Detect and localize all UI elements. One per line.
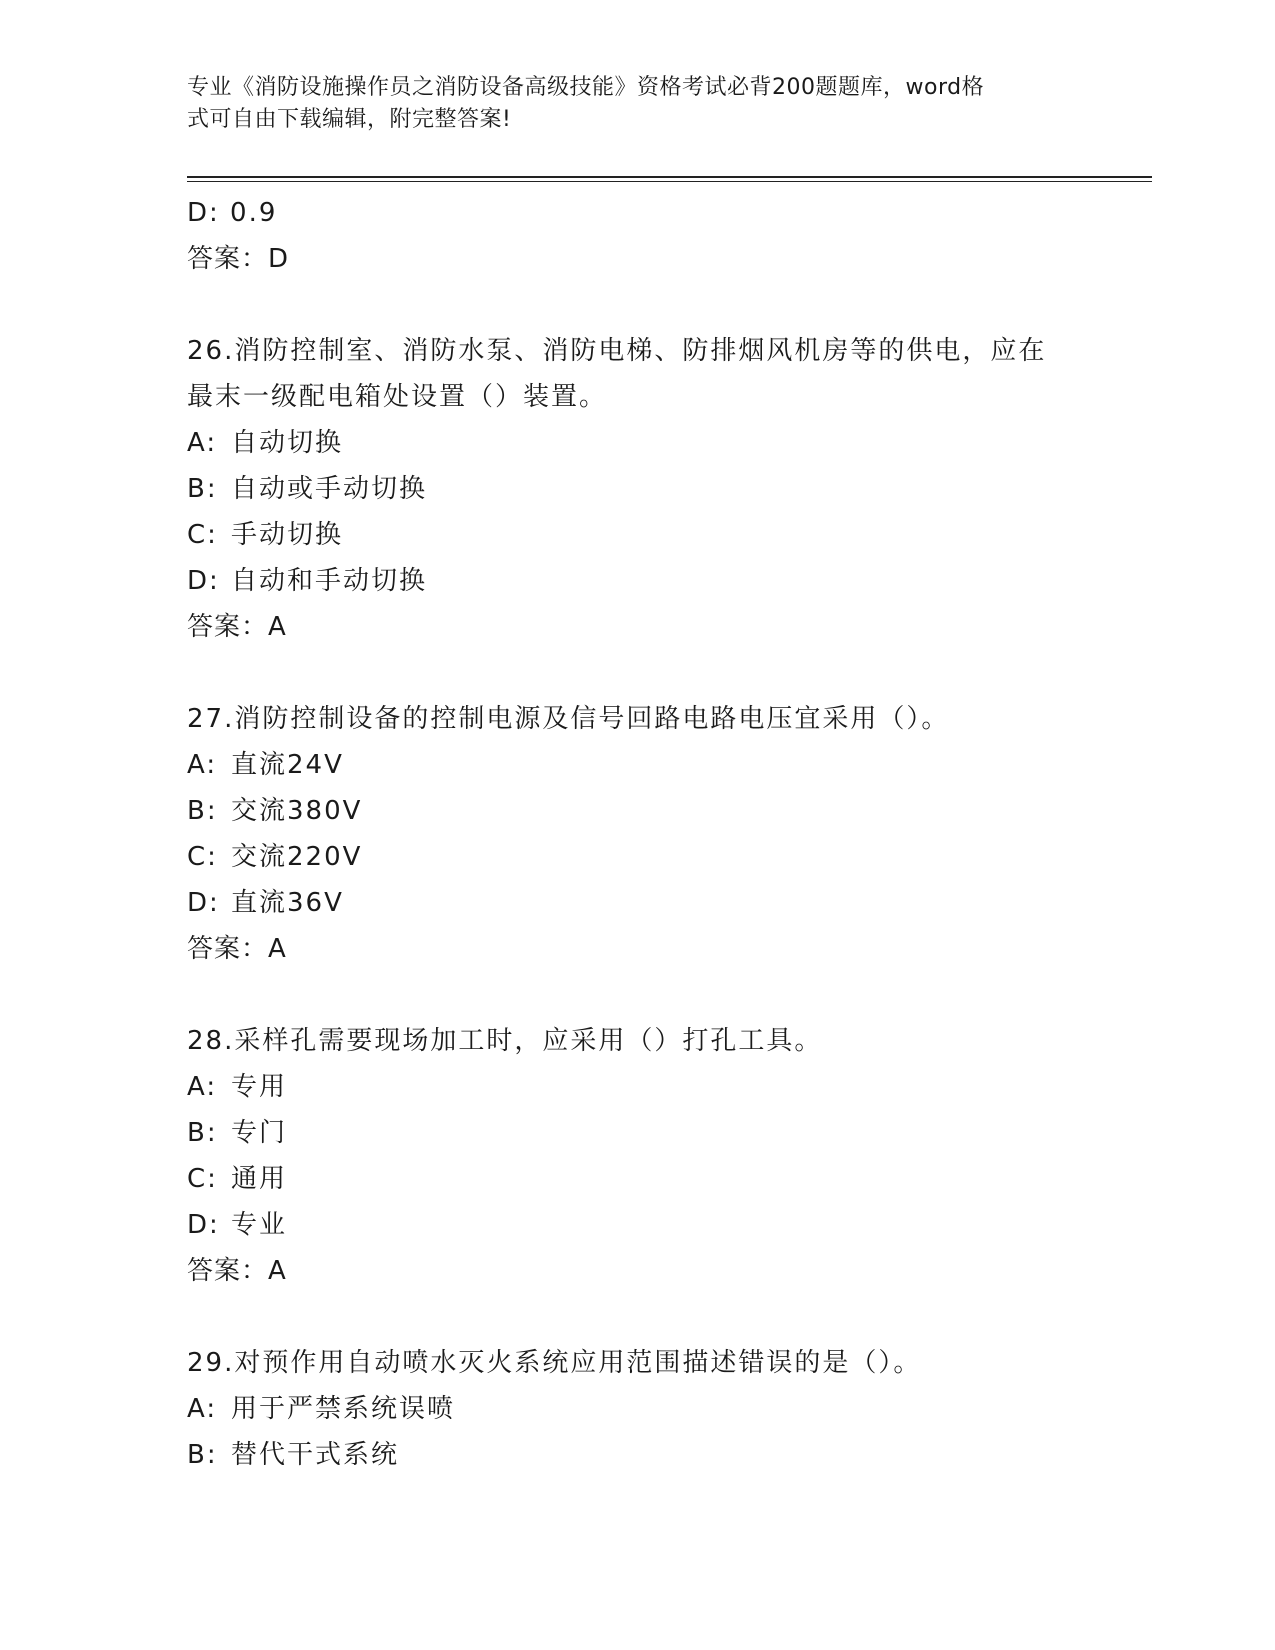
option-label: A: [187, 750, 218, 780]
continued-answer: 答案：D [187, 244, 290, 274]
question-answer: 答案：A [187, 612, 287, 642]
option-text: 用于严禁系统误喷 [231, 1394, 456, 1424]
document-header [187, 72, 1067, 136]
continued-option-d: D: 0.9 [187, 198, 278, 228]
option-text: 专门 [231, 1118, 288, 1148]
question-stem-line-1: 26.消防控制室、消防水泵、消防电梯、防排烟风机房等的供电，应在 [187, 336, 1047, 366]
option-text: 自动和手动切换 [231, 566, 428, 596]
option-text: 手动切换 [231, 520, 344, 550]
question-29 [187, 1340, 1087, 1478]
option-d [187, 1202, 1087, 1248]
option-text: 直流36V [231, 888, 344, 918]
option-c [187, 834, 1087, 880]
option-text: 交流380V [231, 796, 363, 826]
question-27 [187, 696, 1087, 972]
option-a [187, 420, 1087, 466]
option-text: 专用 [231, 1072, 288, 1102]
question-list [187, 190, 1087, 1478]
option-label: D: [187, 566, 220, 596]
option-label: B: [187, 1118, 218, 1148]
option-a [187, 1064, 1087, 1110]
option-label: D: [187, 888, 220, 918]
option-text: 自动或手动切换 [231, 474, 428, 504]
question-stem-line-2: 最末一级配电箱处设置（）装置。 [187, 382, 608, 412]
option-label: C: [187, 1164, 218, 1194]
question-stem-line-1: 27.消防控制设备的控制电源及信号回路电路电压宜采用（）。 [187, 704, 950, 734]
option-d [187, 880, 1087, 926]
option-b [187, 1110, 1087, 1156]
option-text: 专业 [231, 1210, 288, 1240]
option-label: A: [187, 1394, 218, 1424]
question-28 [187, 1018, 1087, 1294]
option-label: B: [187, 796, 218, 826]
option-label: C: [187, 842, 218, 872]
option-label: D: [187, 1210, 220, 1240]
option-a [187, 742, 1087, 788]
option-text: 交流220V [231, 842, 363, 872]
option-c [187, 512, 1087, 558]
option-b [187, 788, 1087, 834]
option-d [187, 558, 1087, 604]
question-26 [187, 328, 1087, 650]
option-label: B: [187, 474, 218, 504]
option-b [187, 466, 1087, 512]
option-text: 直流24V [231, 750, 344, 780]
option-text: 替代干式系统 [231, 1440, 400, 1470]
option-label: C: [187, 520, 218, 550]
question-stem-line-1: 28.采样孔需要现场加工时，应采用（）打孔工具。 [187, 1026, 823, 1056]
option-c [187, 1156, 1087, 1202]
option-a [187, 1386, 1087, 1432]
header-divider [187, 176, 1152, 178]
option-label: A: [187, 428, 218, 458]
question-answer: 答案：A [187, 934, 287, 964]
header-line-2: 式可自由下载编辑，附完整答案! [187, 107, 512, 132]
option-label: B: [187, 1440, 218, 1470]
option-label: A: [187, 1072, 218, 1102]
header-line-1: 专业《消防设施操作员之消防设备高级技能》资格考试必背200题题库，word格 [187, 75, 985, 100]
header-divider-thin [187, 181, 1152, 182]
option-text: 通用 [231, 1164, 288, 1194]
option-text: 自动切换 [231, 428, 344, 458]
question-answer: 答案：A [187, 1256, 287, 1286]
option-b [187, 1432, 1087, 1478]
question-stem-line-1: 29.对预作用自动喷水灭火系统应用范围描述错误的是（）。 [187, 1348, 922, 1378]
